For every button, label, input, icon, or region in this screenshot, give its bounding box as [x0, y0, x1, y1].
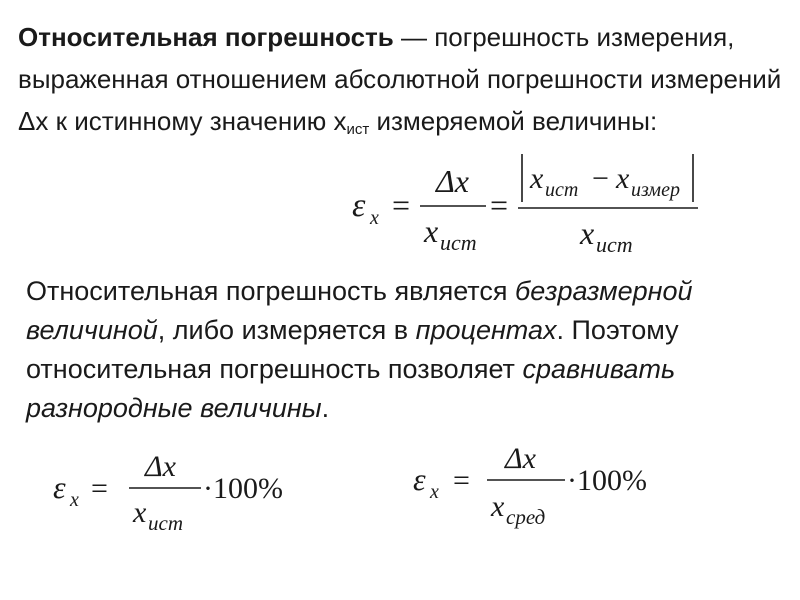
emphasis-dimensionless: безразмерной величиной [26, 276, 693, 345]
explanation-text-1: Относительная погрешность является [26, 276, 515, 306]
formula-main-denominator-var: x [424, 213, 439, 249]
formula-main-abs-sub-2: измер [631, 179, 680, 201]
subscript-ist: ист [346, 121, 370, 138]
formula-right-epsilon: ε [413, 461, 426, 497]
formula-main-denominator-sub: ист [440, 230, 477, 255]
formula-left-numerator: Δx [145, 450, 176, 483]
formula-left-denominator-var: x [133, 496, 147, 529]
formula-main-minus: − [592, 162, 609, 195]
formula-right-denominator-var: x [491, 490, 505, 523]
term-relative-error: Относительная погрешность [18, 22, 394, 52]
formula-relative-error-percent-mean [405, 440, 705, 535]
delta-x-symbol: Δx [18, 106, 49, 136]
formula-main-numerator: Δx [436, 163, 469, 199]
formula-main-equals-2: = [490, 187, 509, 223]
formula-left-denominator-sub: ист [148, 511, 183, 535]
definition-text-a: погрешность измерения, выраженная отношением абсолютной погрешности измерений [18, 22, 782, 94]
explanation-text-4: . [321, 393, 330, 423]
formula-main-abs-sub-1: ист [545, 179, 579, 201]
formula-left-epsilon: ε [53, 469, 66, 505]
emphasis-compare: сравнивать разнородные величины [26, 354, 676, 423]
definition-text-c: измеряемой величины: [369, 106, 658, 136]
formula-main-abs-var-1: x [530, 162, 544, 195]
formula-main-equals: = [392, 187, 411, 223]
formula-main-epsilon: ε [352, 187, 366, 224]
definition-dash: — [393, 22, 435, 52]
definition-text-b: к истинному значению x [48, 106, 347, 136]
formula-right-equals: = [453, 464, 470, 497]
emphasis-percent: процентах [415, 315, 557, 345]
formula-left-multiplier: ·100% [203, 472, 283, 505]
formula-right-numerator: Δx [505, 442, 536, 475]
formula-main-epsilon-sub: x [370, 207, 379, 229]
explanation-paragraph [26, 272, 766, 428]
formula-right-multiplier: ·100% [567, 464, 647, 497]
definition-paragraph [18, 16, 788, 142]
formula-left-epsilon-sub: x [70, 489, 79, 511]
formula-main-abs-var-2: x [616, 162, 630, 195]
formula-relative-error-percent-true [45, 450, 335, 540]
formula-right-epsilon-sub: x [430, 481, 439, 503]
formula-relative-error-main [340, 150, 720, 260]
formula-main-denominator2-sub: ист [596, 232, 633, 257]
formula-right-denominator-sub: сред [506, 505, 546, 529]
formula-main-denominator2-var: x [580, 215, 595, 251]
explanation-text-2: , либо измеряется в [157, 315, 416, 345]
explanation-text-3: . Поэтому относительная погрешность позволяет [26, 315, 679, 384]
formula-left-equals: = [91, 472, 108, 505]
